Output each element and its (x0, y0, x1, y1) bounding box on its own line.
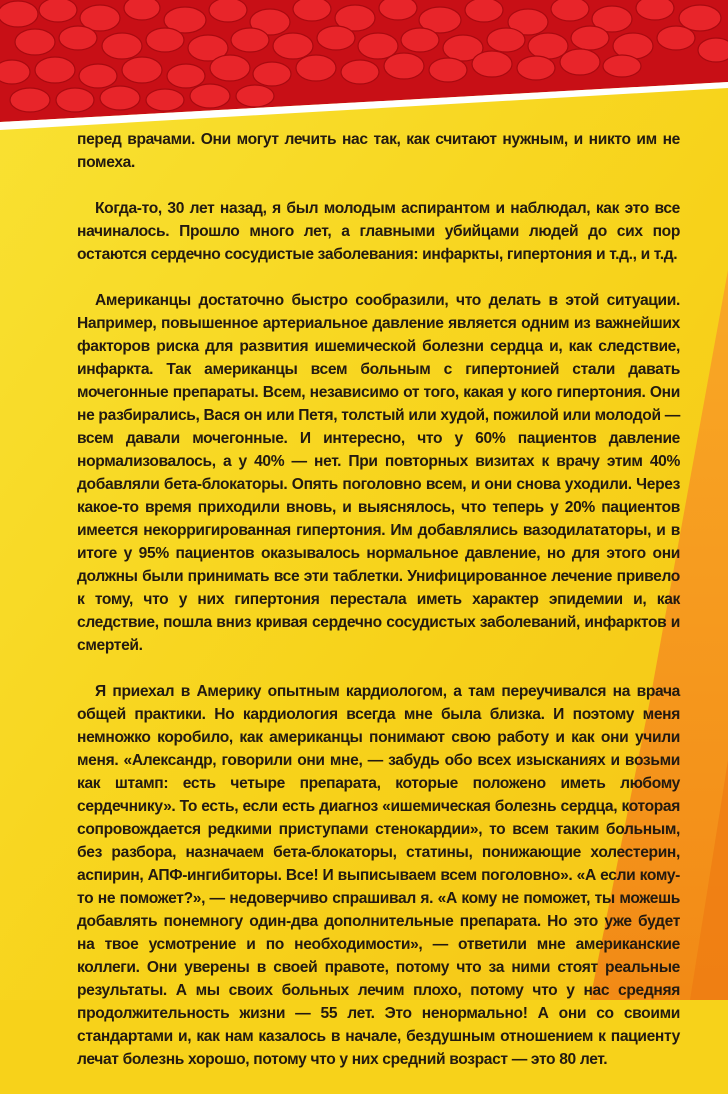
paragraph: Американцы достаточно быстро сообразили, что делать в этой ситуации. Например, повышенное артериальное давление является одним из важнейших факторов риска для развития ишемической болезни сердца и, как следствие, инфаркта. Так американцы всем больным с гипертонией стали давать мочегонные препараты. Всем, независимо от того, какая у кого гипертония. Они не разбирались, Вася он или Петя, толстый или худой, пожилой или молодой — всем давали мочегонные. И интересно, что у 60% пациентов давление нормализовалось, а у 40% — нет. При повторных визитах к врачу этим 40% добавляли бета-блокаторы. Опять поголовно всем, и они снова уходили. Через какое-то время приходили вновь, и выяснялось, что теперь у 20% пациентов имеется некорригированная гипертония. Им добавлялись вазодилататоры, и в итоге у 95% пациентов оказывалось нормальное давление, но для этого они должны были принимать все эти таблетки. Унифицированное лечение привело к тому, что у них гипертония перестала иметь характер эпидемии и, как следствие, пошла вниз кривая сердечно сосудистых заболеваний, инфарктов и смертей. (77, 292, 680, 654)
header-pills-image (0, 0, 728, 130)
paragraph: Когда-то, 30 лет назад, я был молодым аспирантом и наблюдал, как это все начиналось. Прошло много лет, а главными убийцами людей до сих пор остаются сердечно сосудистые заболевания: инфаркты, гипертония и т.д., и т.д. (77, 200, 680, 263)
article-text (77, 128, 680, 1094)
paragraph: перед врачами. Они могут лечить нас так, как считают нужным, и никто им не помеха. (77, 131, 680, 171)
paragraph: Я приехал в Америку опытным кардиологом, а там переучивался на врача общей практики. Но кардиология всегда мне была близка. И поэтому меня немножко коробило, как американцы понимают свою работу и как они учили меня. «Александр, говорили они мне, — забудь обо всех изысканиях и возьми как штамп: есть четыре препарата, которые положено иметь любому сердечнику». То есть, если есть диагноз «ишемическая болезнь сердца, которая сопровождается редкими приступами стенокардии», то всем таким больным, без разбора, назначаем бета-блокаторы, статины, понижающие холестерин, аспирин, АПФ-ингибиторы. Все! И выписываем всем поголовно». «А если кому-то не поможет?», — недоверчиво спрашивал я. «А кому не поможет, ты можешь добавлять понемногу один-два дополнительные препарата. Но это уже будет на твое усмотрение и по необходимости», — ответили мне американские коллеги. Они уверены в своей правоте, потому что за ними стоят реальные результаты. А мы своих больных лечим плохо, потому что у нас средняя продолжительность жизни — 55 лет. Это ненормально! А они со своими стандартами и, как нам казалось в начале, бездушным отношением к пациенту лечат болезнь хорошо, потому что у них средний возраст — это 80 лет. (77, 683, 680, 1068)
